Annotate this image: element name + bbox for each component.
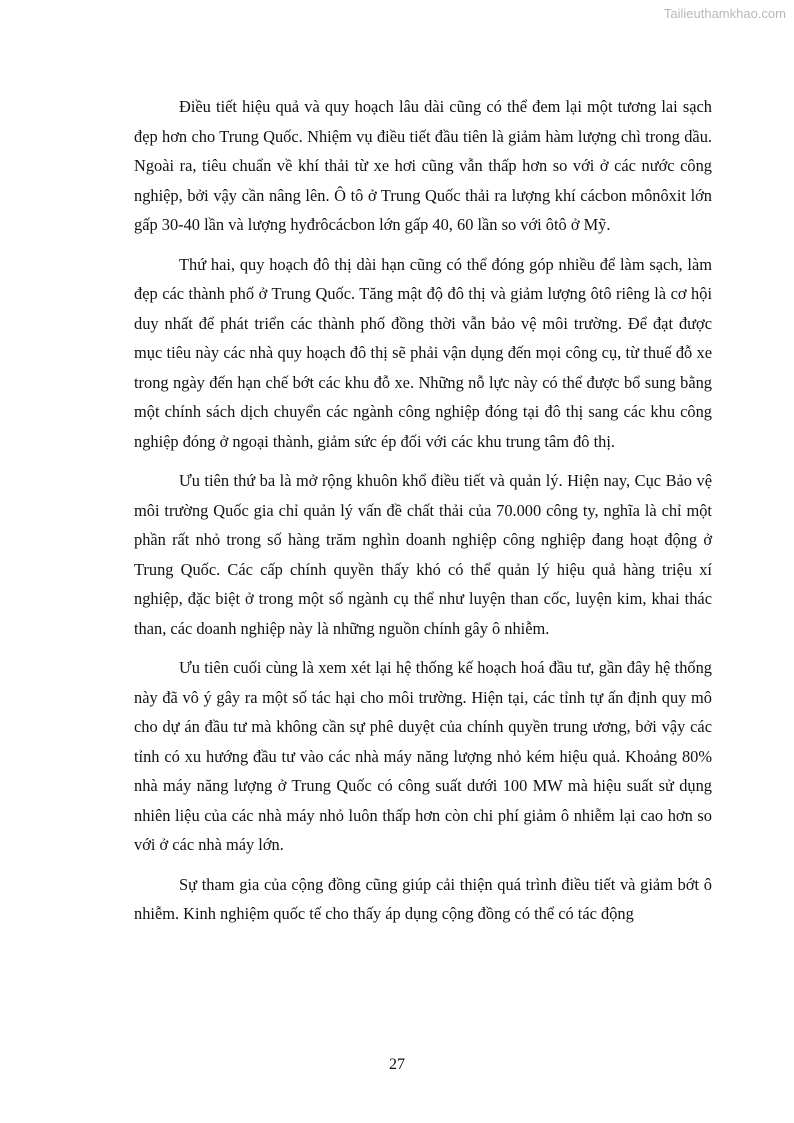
document-body (134, 92, 712, 939)
paragraph-1: Điều tiết hiệu quả và quy hoạch lâu dài cũng có thể đem lại một tương lai sạch đẹp hơn cho Trung Quốc. Nhiệm vụ điều tiết đầu tiên là giảm hàm lượng chì trong dầu. Ngoài ra, tiêu chuẩn về khí thải từ xe hơi cũng vẫn thấp hơn so với ở các nước công nghiệp, bởi vậy cần nâng lên. Ô tô ở Trung Quốc thải ra lượng khí cácbon mônôxit lớn gấp 30-40 lần và lượng hyđrôcácbon lớn gấp 40, 60 lần so với ôtô ở Mỹ. (134, 97, 712, 234)
watermark: Tailieuthamkhao.com (663, 6, 786, 21)
paragraph-3: Ưu tiên thứ ba là mở rộng khuôn khổ điều tiết và quản lý. Hiện nay, Cục Bảo vệ môi trường Quốc gia chỉ quản lý vấn đề chất thải của 70.000 công ty, nghĩa là chỉ một phần rất nhỏ trong số hàng trăm nghìn doanh nghiệp công nghiệp đang hoạt động ở Trung Quốc. Các cấp chính quyền thấy khó có thể quản lý hiệu quả hàng triệu xí nghiệp, đặc biệt ở trong một số ngành cụ thể như luyện than cốc, luyện kim, khai thác than, các doanh nghiệp này là những nguồn chính gây ô nhiễm. (134, 471, 712, 638)
page-number: 27 (389, 1056, 405, 1073)
paragraph-4: Ưu tiên cuối cùng là xem xét lại hệ thống kế hoạch hoá đầu tư, gần đây hệ thống này đã vô ý gây ra một số tác hại cho môi trường. Hiện tại, các tỉnh tự ấn định quy mô cho dự án đầu tư mà không cần sự phê duyệt của chính quyền trung ương, bởi vậy các tỉnh có xu hướng đầu tư vào các nhà máy năng lượng nhỏ kém hiệu quả. Khoảng 80% nhà máy năng lượng ở Trung Quốc có công suất dưới 100 MW mà hiệu suất sử dụng nhiên liệu của các nhà máy nhỏ luôn thấp hơn còn chi phí giảm ô nhiễm lại cao hơn so với ở các nhà máy lớn. (134, 658, 712, 854)
paragraph-2: Thứ hai, quy hoạch đô thị dài hạn cũng có thể đóng góp nhiều để làm sạch, làm đẹp các thành phố ở Trung Quốc. Tăng mật độ đô thị và giảm lượng ôtô riêng là cơ hội duy nhất để phát triển các thành phố đồng thời vẫn bảo vệ môi trường. Để đạt được mục tiêu này các nhà quy hoạch đô thị sẽ phải vận dụng đến mọi công cụ, từ thuế đỗ xe trong ngày đến hạn chế bớt các khu đỗ xe. Những nỗ lực này có thể được bổ sung bằng một chính sách dịch chuyển các ngành công nghiệp đóng tại đô thị sang các khu công nghiệp đóng ở ngoại thành, giảm sức ép đối với các khu trung tâm đô thị. (134, 254, 712, 451)
paragraph-5: Sự tham gia của cộng đồng cũng giúp cải thiện quá trình điều tiết và giảm bớt ô nhiễm. Kinh nghiệm quốc tế cho thấy áp dụng cộng đồng có thể có tác động (134, 874, 712, 923)
